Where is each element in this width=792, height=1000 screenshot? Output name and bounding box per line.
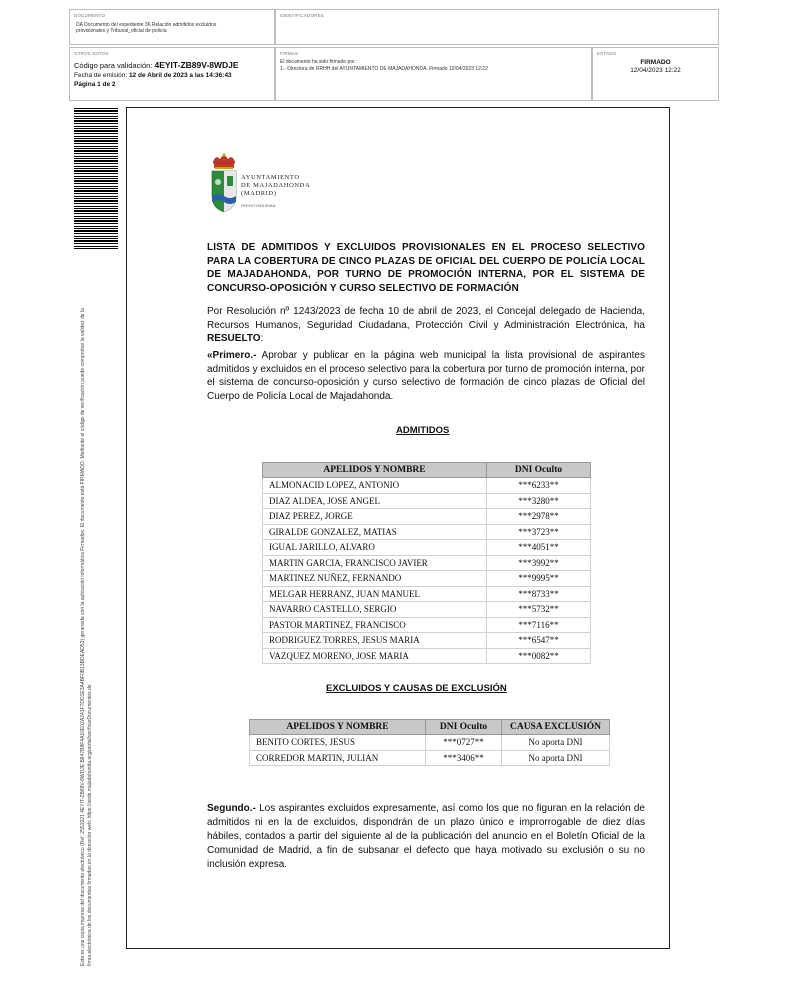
table-row	[263, 555, 591, 571]
shield-figure	[215, 179, 221, 185]
document-title: LISTA DE ADMITIDOS Y EXCLUIDOS PROVISIONALES EN EL PROCESO SELECTIVO PARA LA COBERTURA DE CINCO PLAZAS DE OFICIAL DEL CUERPO DE POLICÍA LOCAL DE MAJADAHONDA, POR TURNO DE PROMOCIÓN INTERNA, POR EL SISTEMA DE CONCURSO-OPOSICIÓN Y CURSO SELECTIVO DE FORMACIÓN	[207, 242, 645, 294]
admitido-dni: ***4051**	[487, 540, 591, 556]
admitido-dni: ***6547**	[487, 633, 591, 649]
excluidos-table	[249, 719, 610, 766]
segundo-label: Segundo.-	[207, 803, 256, 814]
excluidos-col-dni: DNI Oculto	[426, 720, 502, 735]
crown-jewel	[222, 153, 225, 156]
admitido-name: IGUAL JARILLO, ALVARO	[263, 540, 487, 556]
admitidos-header-row	[263, 463, 591, 478]
firmas-line1: El documento ha sido firmado por :	[280, 59, 358, 65]
codigo-validacion	[74, 61, 239, 70]
side-verification-wrap	[80, 306, 108, 966]
logo-line3: (MADRID)	[241, 190, 277, 197]
shield-tree	[227, 176, 233, 186]
documento-text: DA Documento del expediente 36 Relación admitidos excluidos provisionales y Tribunal_oficial de policía	[76, 22, 217, 34]
documento-label: DOCUMENTO	[74, 13, 106, 18]
admitido-dni: ***5732**	[487, 602, 591, 618]
admitido-name: MARTIN GARCIA, FRANCISCO JAVIER	[263, 555, 487, 571]
intro-paragraph	[207, 305, 645, 346]
codigo-value: 4EYIT-ZB89V-8WDJE	[154, 60, 239, 70]
excluidos-col-causa: CAUSA EXCLUSIÓN	[502, 720, 610, 735]
excluidos-heading: EXCLUIDOS Y CAUSAS DE EXCLUSIÓN	[326, 683, 507, 694]
admitido-name: NAVARRO CASTELLO, SERGIO	[263, 602, 487, 618]
header-identificadores-box	[275, 9, 719, 45]
fecha-value: 12 de Abril de 2023 a las 14:36:43	[128, 72, 232, 79]
estado-value: FIRMADO	[640, 59, 671, 66]
admitido-dni: ***3280**	[487, 493, 591, 509]
coat-of-arms-logo	[208, 152, 240, 214]
primero-label: «Primero.-	[207, 350, 257, 361]
admitido-dni: ***0082**	[487, 648, 591, 664]
table-row	[263, 509, 591, 525]
crown-top	[213, 156, 235, 163]
admitido-name: VAZQUEZ MORENO, JOSE MARIA	[263, 648, 487, 664]
shield-icon	[212, 171, 236, 212]
estado-label: ESTADO	[597, 51, 617, 56]
crown-icon	[213, 153, 235, 169]
estado-date: 12/04/2023 12:22	[630, 67, 681, 74]
excluido-name: CORREDOR MARTIN, JULIAN	[250, 750, 426, 766]
fecha-emision	[74, 71, 232, 80]
excluido-causa: No aporta DNI	[502, 735, 610, 751]
admitido-dni: ***8733**	[487, 586, 591, 602]
admitidos-col-name: APELIDOS Y NOMBRE	[263, 463, 487, 478]
admitidos-table	[262, 462, 591, 664]
segundo-paragraph	[207, 802, 645, 872]
segundo-text: Los aspirantes excluidos expresamente, así como los que no figuran en la relación de admitidos ni en la de excluidos, dispondrán de un plazo único e improrrogable de diez días hábiles, contados a partir del siguiente al de la publicación del anuncio en el Boletín Oficial de la Comunidad de Madrid, a fin de subsanar el defecto que haya motivado su exclusión o su no inclusión expresa.	[207, 803, 645, 870]
excluidos-col-name: APELIDOS Y NOMBRE	[250, 720, 426, 735]
logo-text	[241, 174, 310, 198]
excluidos-body	[250, 735, 610, 766]
header-estado-box	[592, 47, 719, 101]
admitido-name: GIRALDE GONZALEZ, MATIAS	[263, 524, 487, 540]
admitidos-body	[263, 478, 591, 664]
header-firmas-box	[275, 47, 592, 101]
admitido-name: ALMONACID LOPEZ, ANTONIO	[263, 478, 487, 494]
admitido-name: MELGAR HERRANZ, JUAN MANUEL	[263, 586, 487, 602]
excluido-dni: ***0727**	[426, 735, 502, 751]
table-row	[263, 617, 591, 633]
crown-band	[215, 167, 233, 169]
logo-line1: AYUNTAMIENTO	[241, 174, 300, 181]
fecha-prefix: Fecha de emisión:	[74, 72, 128, 79]
excluido-dni: ***3406**	[426, 750, 502, 766]
admitido-name: RODRIGUEZ TORRES, JESUS MARIA	[263, 633, 487, 649]
intro-text: Por Resolución nº 1243/2023 de fecha 10 de abril de 2023, el Concejal delegado de Hacienda, Recursos Humanos, Seguridad Ciudadana, Protección Civil y Administración Electrónica, ha	[207, 306, 645, 331]
admitido-dni: ***3723**	[487, 524, 591, 540]
logo-reference: RRHH/YMA/EMA	[241, 203, 276, 208]
table-row	[263, 493, 591, 509]
identificadores-label: IDENTIFICADORES	[280, 13, 325, 18]
excluido-causa: No aporta DNI	[502, 750, 610, 766]
table-row	[263, 633, 591, 649]
table-row	[250, 750, 610, 766]
table-row	[263, 648, 591, 664]
table-row	[263, 571, 591, 587]
pagina-text: Página 1 de 2	[74, 81, 116, 88]
primero-paragraph	[207, 349, 645, 403]
admitido-name: PASTOR MARTINEZ, FRANCISCO	[263, 617, 487, 633]
admitido-dni: ***3992**	[487, 555, 591, 571]
header-documento-box	[69, 9, 275, 45]
admitidos-col-dni: DNI Oculto	[487, 463, 591, 478]
admitido-dni: ***9995**	[487, 571, 591, 587]
table-row	[263, 586, 591, 602]
table-row	[250, 735, 610, 751]
admitido-name: MARTINEZ NUÑEZ, FERNANDO	[263, 571, 487, 587]
admitido-name: DIAZ ALDEA, JOSE ANGEL	[263, 493, 487, 509]
admitido-dni: ***2978**	[487, 509, 591, 525]
table-row	[263, 478, 591, 494]
firmas-line2: 1.- Directora de RRHH del AYUNTAMIENTO DE MAJADAHONDA. Firmado 12/04/2023 12:22	[280, 66, 488, 72]
admitido-name: DIAZ PEREZ, JORGE	[263, 509, 487, 525]
intro-end: :	[260, 333, 264, 344]
excluidos-header-row	[250, 720, 610, 735]
pagina-indicator	[74, 80, 116, 89]
otros-datos-label: OTROS DATOS	[74, 51, 109, 56]
admitido-dni: ***7116**	[487, 617, 591, 633]
admitido-dni: ***6233**	[487, 478, 591, 494]
admitidos-heading: ADMITIDOS	[396, 425, 450, 436]
firmas-label: FIRMAS	[280, 51, 299, 56]
table-row	[263, 540, 591, 556]
logo-line2: DE MAJADAHONDA	[241, 182, 311, 189]
header-otros-datos-box	[69, 47, 275, 101]
barcode	[74, 108, 118, 250]
primero-text: Aprobar y publicar en la página web municipal la lista provisional de aspirantes admitidos y excluidos en el proceso selectivo para la cobertura por turno de promoción interna, por el sistema de concurso-oposición y curso selectivo de formación de cinco plazas de Oficial del Cuerpo de Policía Local de Majadahonda.	[207, 350, 645, 402]
excluido-name: BENITO CORTES, JESUS	[250, 735, 426, 751]
side-verification-text: Esta es una copia impresa del documento electrónico (Ref: 2551921 4EYIT-ZB89V-8WDJE B847B8F4A10E02A241F7DD1E3A4BF0B13BDEAD53) generada con la aplicación informática Firmadoc. El documento está FIRMADO. Mediante el código de verificación puede comprobar la validez de la firma electrónica de los documentos firmados en la dirección web: https://sede.majadahonda.org/portal/verificarDocumentos.do	[80, 308, 93, 966]
intro-bold: RESUELTO	[207, 333, 261, 344]
table-row	[263, 602, 591, 618]
table-row	[263, 524, 591, 540]
codigo-prefix: Código para validación:	[74, 61, 153, 70]
